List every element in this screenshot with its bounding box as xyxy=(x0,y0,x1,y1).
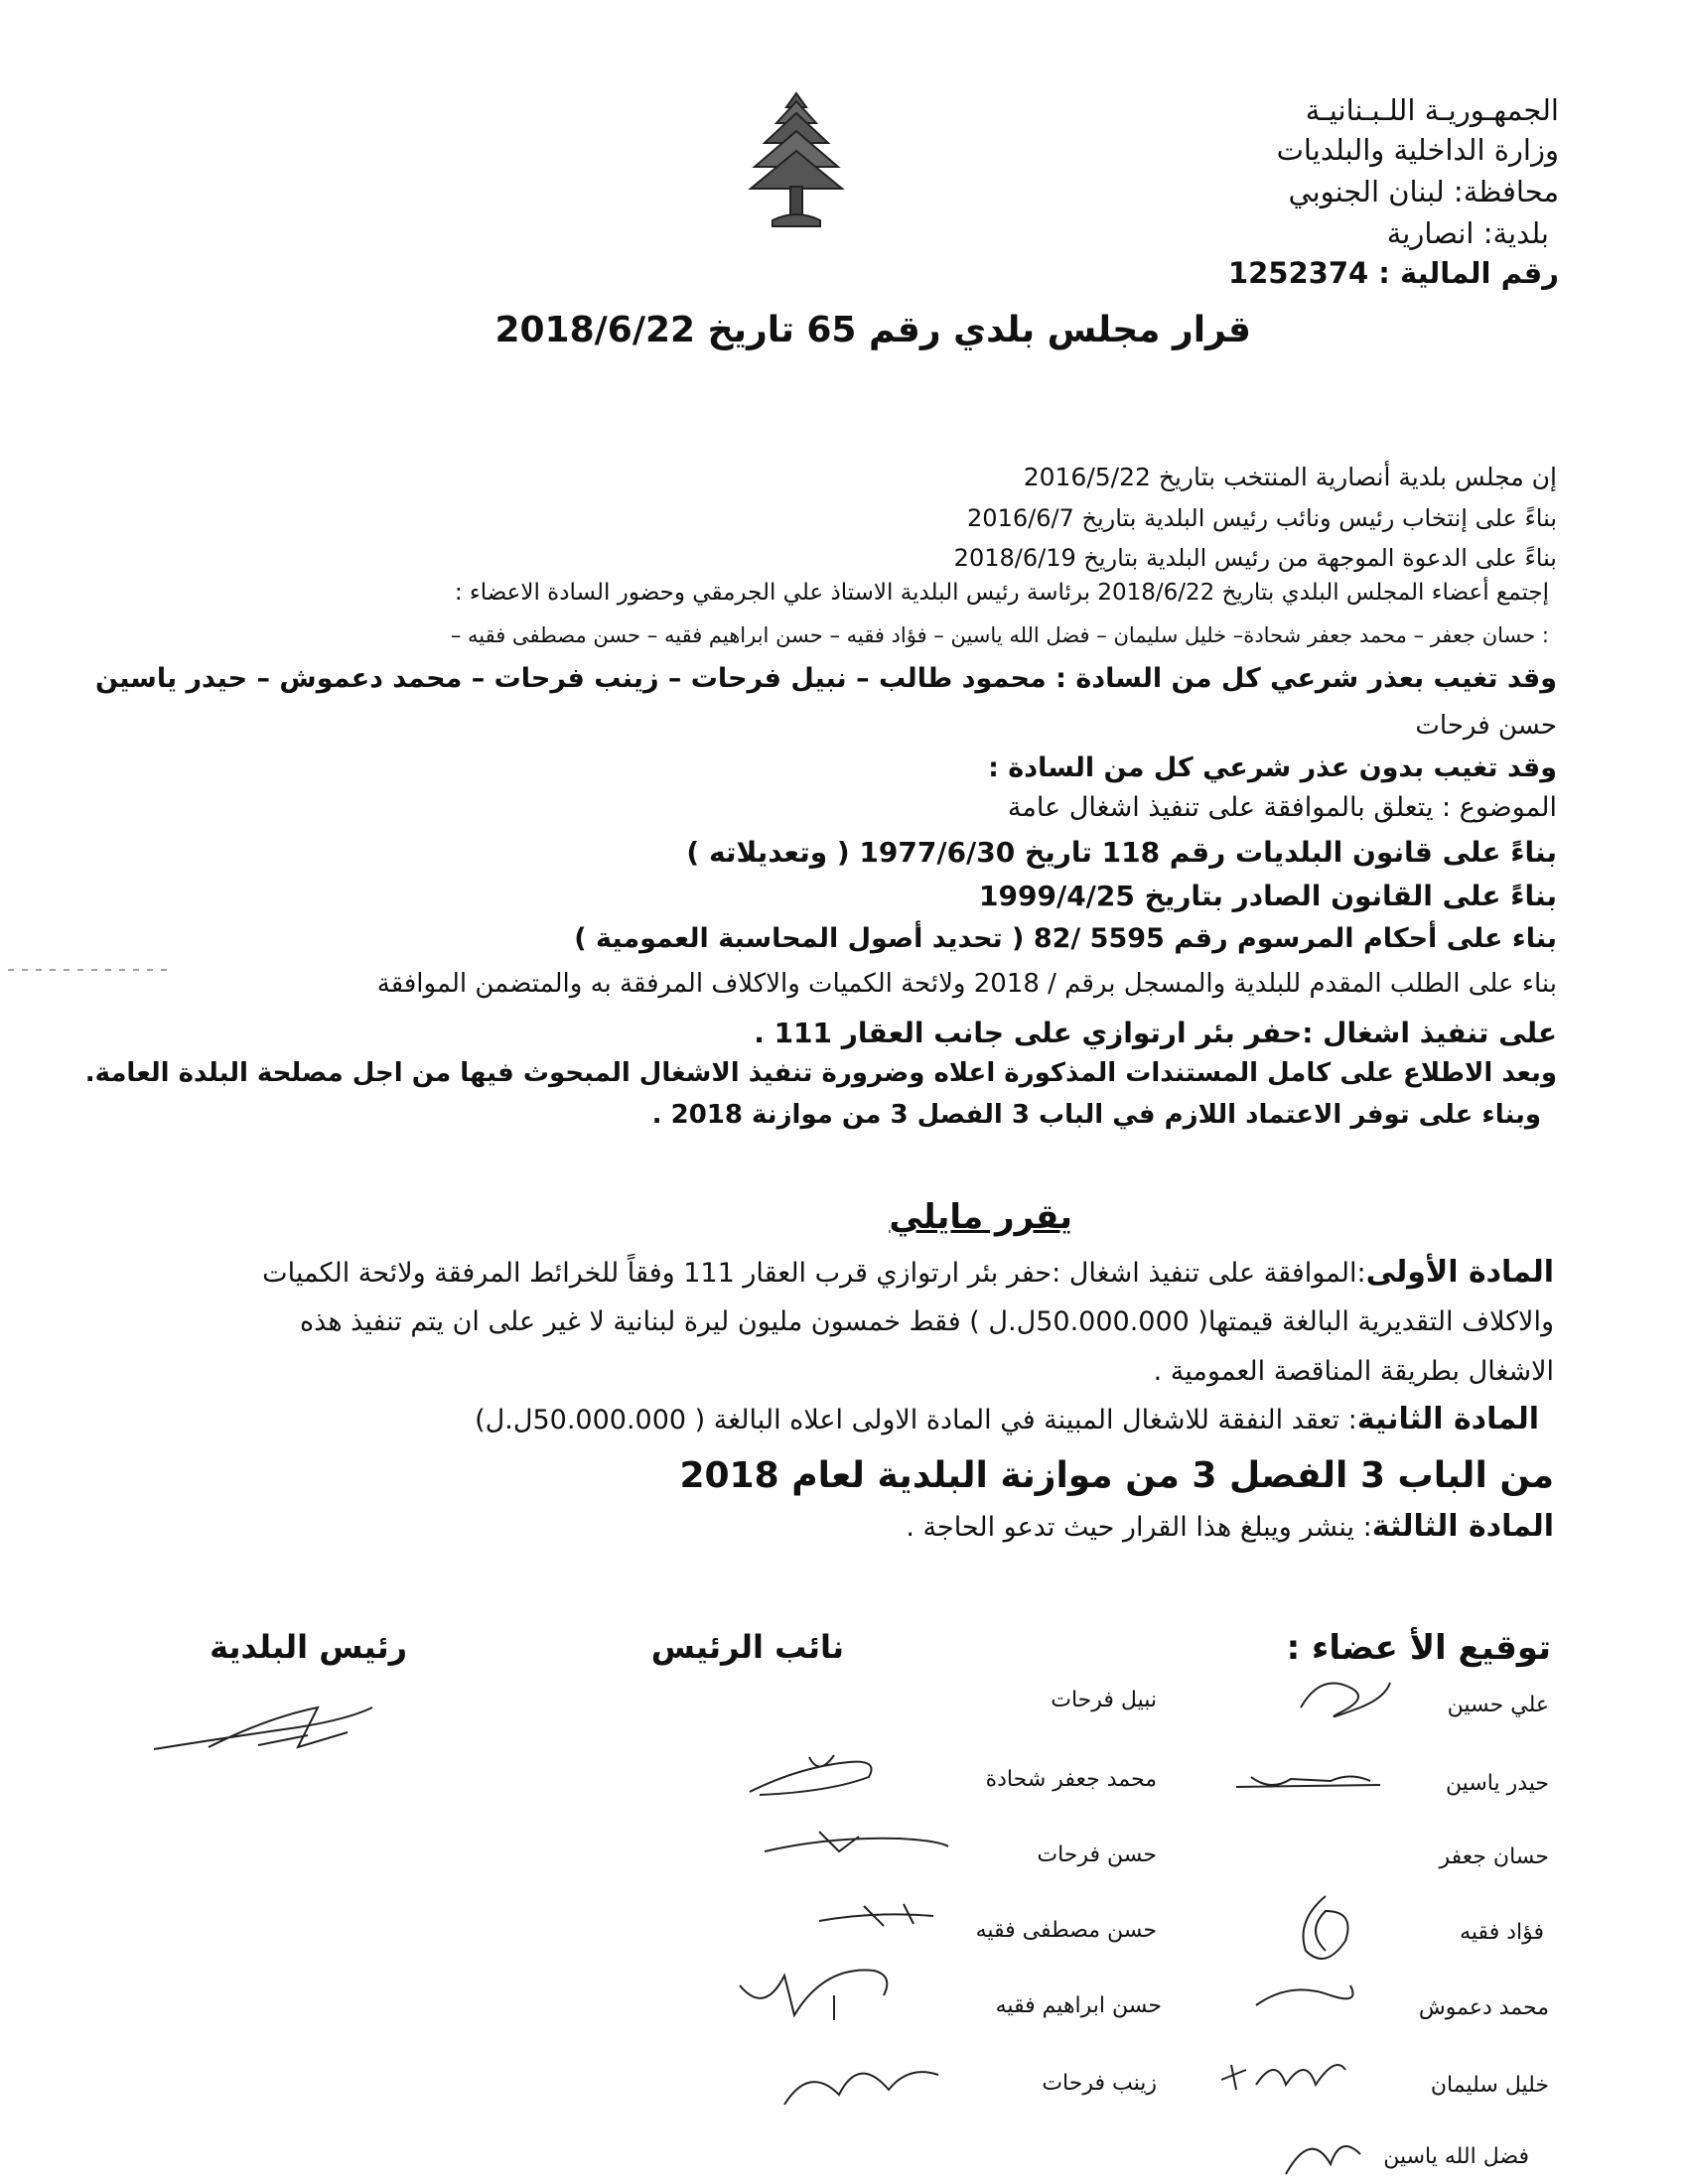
preamble-line: بناءً على قانون البلديات رقم 118 تاريخ 1977/6/30 ( وتعديلاته ) xyxy=(686,836,1557,869)
member-name: محمد جعفر شحادة xyxy=(985,1767,1157,1792)
preamble-line: بناءً على الدعوة الموجهة من رئيس البلدية بتاريخ 2018/6/19 xyxy=(953,544,1557,572)
member-name: حسن ابراهيم فقيه xyxy=(995,1993,1162,2018)
absent-with-excuse: وقد تغيب بعذر شرعي كل من السادة : محمود طالب – نبيل فرحات – زينب فرحات – محمد دعموش – حيدر ياسين xyxy=(94,663,1557,694)
attending-members: : حسان جعفر – محمد جعفر شحادة– خليل سليمان – فضل الله ياسين – فؤاد فقيه – حسن ابراهيم فقيه – حسن مصطفى فقيه – xyxy=(450,623,1549,647)
member-signature xyxy=(1281,2124,1370,2179)
member-name: حسن مصطفى فقيه xyxy=(975,1918,1157,1943)
article-1-line-1 xyxy=(262,1255,1554,1290)
member-name: زينب فرحات xyxy=(1042,2071,1157,2096)
member-signature xyxy=(740,1747,889,1807)
member-signature xyxy=(1286,1891,1365,1971)
article-1-line-2: والاكلاف التقديرية البالغة قيمتها( 50.000.000ل.ل ) فقط خمسون مليون ليرة لبنانية لا غير على ان يتم تنفيذ هذه xyxy=(300,1306,1554,1337)
member-signature xyxy=(760,1817,958,1866)
member-name: حسان جعفر xyxy=(1439,1844,1549,1869)
decides-heading: يقرر مايلي xyxy=(889,1197,1072,1237)
preamble-line: على تنفيذ اشغال :حفر بئر ارتوازي على جانب العقار 111 . xyxy=(754,1017,1557,1049)
header-governorate: محافظة: لبنان الجنوبي xyxy=(1288,175,1559,208)
article-3-line-1 xyxy=(906,1509,1554,1544)
preamble-line: إن مجلس بلدية أنصارية المنتخب بتاريخ 2016/5/22 xyxy=(1023,463,1557,491)
member-name: علي حسين xyxy=(1447,1693,1549,1717)
member-signature xyxy=(1291,1668,1400,1727)
member-name: محمد دعموش xyxy=(1418,1995,1549,2020)
header-republic: الجمهـوريـة اللـبـنانيـة xyxy=(1305,93,1559,127)
member-signature xyxy=(814,1896,943,1936)
member-signature xyxy=(735,1956,914,2025)
preamble-line: وبعد الاطلاع على كامل المستندات المذكورة اعلاه وضرورة تنفيذ الاشغال المبحوث فيها من اجل مصلحة البلدة العامة. xyxy=(84,1058,1557,1088)
lebanon-cedar-icon xyxy=(747,87,846,234)
member-signature xyxy=(1251,1976,1370,2015)
member-name: حسن فرحات xyxy=(1037,1843,1157,1867)
deputy-mayor-title: نائب الرئيس xyxy=(650,1628,844,1666)
member-name: خليل سليمان xyxy=(1430,2073,1549,2098)
member-name: نبيل فرحات xyxy=(1051,1688,1157,1712)
preamble-line: بناء على الطلب المقدم للبلدية والمسجل برقم / 2018 ولائحة الكميات والاكلاف المرفقة به والمتضمن الموافقة xyxy=(376,969,1557,999)
article-2-line-1 xyxy=(475,1402,1539,1436)
member-name: حيدر ياسين xyxy=(1445,1771,1549,1796)
article-1-line-3: الاشغال بطريقة المناقصة العمومية . xyxy=(1153,1356,1554,1387)
scan-artifact xyxy=(8,969,167,971)
article-2-label: المادة الثانية xyxy=(1356,1402,1539,1436)
absent-without-excuse: وقد تغيب بدون عذر شرعي كل من السادة : xyxy=(988,752,1557,783)
article-1-text: :الموافقة على تنفيذ اشغال :حفر بئر ارتوازي قرب العقار 111 وفقاً للخرائط المرفقة ولائحة الكميات xyxy=(262,1258,1366,1289)
article-3-text: : ينشر ويبلغ هذا القرار حيث تدعو الحاجة . xyxy=(906,1512,1372,1543)
article-1-label: المادة الأولى xyxy=(1365,1255,1554,1290)
preamble-line: بناء على أحكام المرسوم رقم 5595 /82 ( تحديد أصول المحاسبة العمومية ) xyxy=(574,923,1557,954)
article-2-text: : تعقد النفقة للاشغال المبينة في المادة الاولى اعلاه البالغة ( 50.000.000ل.ل) xyxy=(475,1405,1357,1435)
decision-title: قرار مجلس بلدي رقم 65 تاريخ 2018/6/22 xyxy=(494,310,1251,350)
member-name: فؤاد فقيه xyxy=(1460,1920,1544,1945)
member-name: فضل الله ياسين xyxy=(1383,2144,1529,2169)
absent-with-excuse-cont: حسن فرحات xyxy=(1415,711,1557,741)
header-finance-number: رقم المالية : 1252374 xyxy=(1227,256,1559,290)
member-signature xyxy=(1216,2050,1355,2110)
preamble-line: إجتمع أعضاء المجلس البلدي بتاريخ 2018/6/22 برئاسة رئيس البلدية الاستاذ علي الجرمقي وحضور السادة الاعضاء : xyxy=(454,580,1549,606)
preamble-line: وبناء على توفر الاعتماد اللازم في الباب 3 الفصل 3 من موازنة 2018 . xyxy=(651,1100,1541,1130)
member-signature xyxy=(779,2045,948,2115)
article-2-line-2: من الباب 3 الفصل 3 من موازنة البلدية لعام 2018 xyxy=(679,1455,1554,1496)
preamble-line: بناءً على القانون الصادر بتاريخ 1999/4/25 xyxy=(979,880,1557,912)
members-signature-title: توقيع الأ عضاء : xyxy=(1286,1628,1551,1668)
mayor-signature xyxy=(149,1678,377,1767)
subject-line: الموضوع : يتعلق بالموافقة على تنفيذ اشغال عامة xyxy=(1007,792,1557,823)
mayor-title: رئيس البلدية xyxy=(210,1628,407,1666)
preamble-line: بناءً على إنتخاب رئيس ونائب رئيس البلدية بتاريخ 2016/6/7 xyxy=(967,504,1557,532)
header-municipality: بلدية: انصارية xyxy=(1386,216,1549,250)
article-3-label: المادة الثالثة xyxy=(1371,1509,1554,1544)
member-signature xyxy=(1231,1767,1390,1797)
header-ministry: وزارة الداخلية والبلديات xyxy=(1276,133,1559,167)
